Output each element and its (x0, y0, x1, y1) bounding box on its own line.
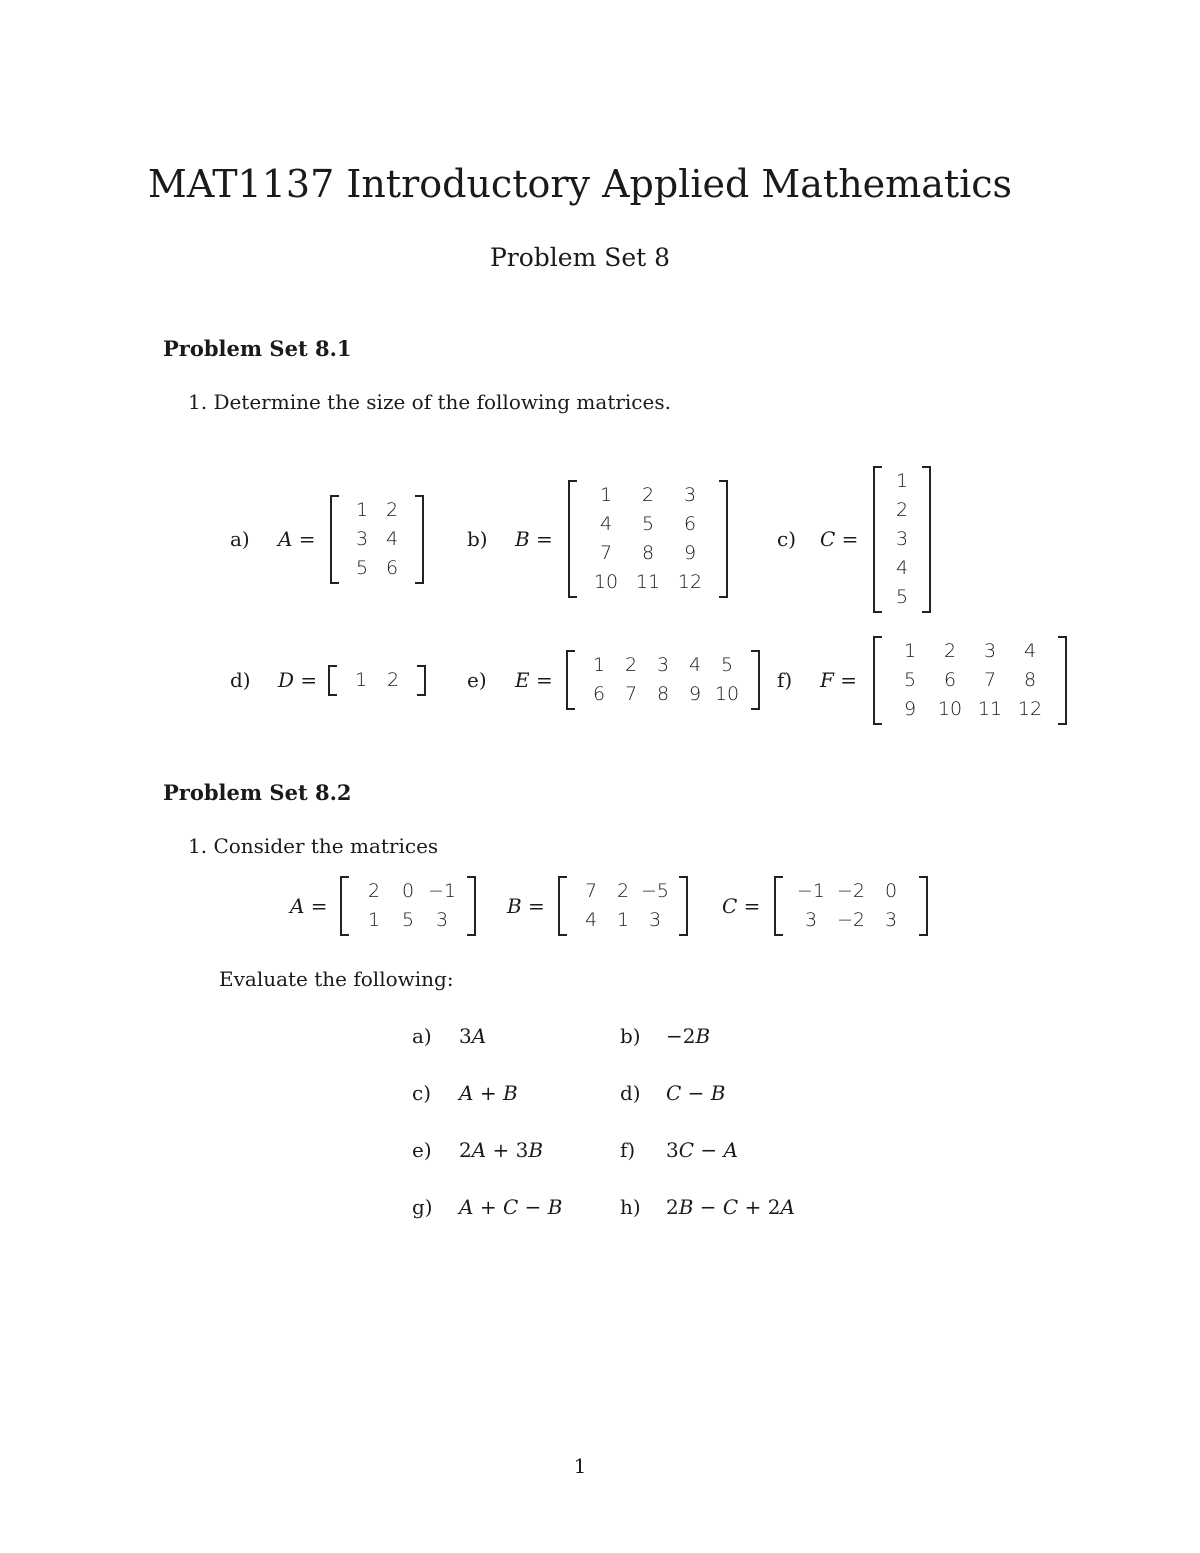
exercise-expression-f: 3C − A (666, 1138, 738, 1162)
matrix-entry: 3 (804, 909, 818, 931)
matrix-entry: 1 (599, 484, 613, 506)
matrix-entry: 9 (683, 542, 697, 564)
item-label-e: e) (467, 668, 487, 692)
given-matrix-c-left-bracket (774, 876, 783, 936)
matrix-entry: 2 (943, 639, 957, 662)
matrix-entry: −2 (836, 909, 865, 931)
matrix-a (330, 495, 424, 584)
matrix-entry: 0 (401, 880, 415, 902)
matrix-symbol: C (666, 1081, 682, 1105)
matrix-c-left-bracket (873, 466, 882, 613)
matrix-symbol: C (502, 1195, 519, 1219)
matrix-entry: 12 (677, 571, 703, 593)
matrix-entry: 3 (435, 909, 449, 931)
matrix-entry: 7 (983, 668, 997, 691)
exercise-label-a: a) (412, 1024, 432, 1048)
matrix-entry: 1 (355, 498, 369, 521)
matrix-b-left-bracket (568, 480, 577, 598)
matrix-entry: 2 (386, 668, 400, 691)
matrix-entry: 4 (599, 513, 613, 535)
given-matrix-b-name: B = (507, 894, 545, 918)
matrix-entry: 2 (385, 498, 399, 521)
matrix-symbol: B (710, 1081, 726, 1105)
matrix-name-a: A = (278, 527, 316, 551)
item-label-d: d) (230, 668, 251, 692)
matrix-entry: 3 (683, 484, 697, 506)
matrix-entry: 9 (688, 683, 702, 705)
matrix-b (568, 480, 728, 598)
question-8-1: 1. Determine the size of the following matrices. (188, 390, 671, 414)
matrix-entry: 10 (714, 683, 740, 705)
exercise-expression-b: −2B (666, 1024, 711, 1048)
exercise-expression-c: A + B (459, 1081, 518, 1105)
matrix-entry: 4 (688, 654, 702, 676)
matrix-symbol: A (459, 1081, 474, 1105)
exercise-label-d: d) (620, 1081, 641, 1105)
matrix-entry: 4 (895, 556, 909, 579)
matrix-entry: 2 (895, 498, 909, 521)
matrix-d (328, 665, 426, 696)
exercise-label-c: c) (412, 1081, 432, 1105)
given-matrix-b (558, 876, 688, 936)
matrix-symbol: B (695, 1024, 711, 1048)
matrix-a-left-bracket (330, 495, 339, 584)
matrix-c-cells (882, 466, 922, 613)
matrix-symbol: C (722, 1195, 739, 1219)
matrix-entry: 5 (641, 513, 655, 535)
matrix-symbol: B (502, 1081, 518, 1105)
matrix-name-f: F = (820, 668, 857, 692)
matrix-entry: 3 (355, 527, 369, 550)
exercise-expression-g: A + C − B (459, 1195, 563, 1219)
matrix-entry: 5 (895, 585, 909, 608)
matrix-entry: 7 (624, 683, 638, 705)
matrix-f-left-bracket (873, 636, 882, 725)
matrix-e-cells (575, 650, 751, 710)
question-8-2: 1. Consider the matrices (188, 834, 439, 858)
matrix-symbol: B (678, 1195, 694, 1219)
matrix-entry: 6 (943, 668, 957, 691)
matrix-entry: 8 (1023, 668, 1037, 691)
matrix-entry: 5 (720, 654, 734, 676)
exercise-label-e: e) (412, 1138, 432, 1162)
item-label-a: a) (230, 527, 250, 551)
matrix-entry: −1 (796, 880, 825, 902)
given-matrix-a-cells (349, 876, 467, 936)
given-matrix-a (340, 876, 476, 936)
matrix-name-b: B = (515, 527, 553, 551)
document-title: MAT1137 Introductory Applied Mathematics (147, 162, 1013, 206)
matrix-entry: 2 (641, 484, 655, 506)
item-label-f: f) (777, 668, 793, 692)
matrix-f-cells (882, 636, 1058, 725)
matrix-entry: 6 (592, 683, 606, 705)
matrix-b-cells (577, 480, 719, 598)
evaluate-instruction: Evaluate the following: (219, 967, 454, 991)
given-matrix-a-right-bracket (467, 876, 476, 936)
matrix-c-right-bracket (922, 466, 931, 613)
page-number: 1 (573, 1454, 587, 1478)
matrix-entry: 3 (884, 909, 898, 931)
matrix-entry: 3 (895, 527, 909, 550)
given-matrix-c (774, 876, 928, 936)
matrix-entry: 5 (355, 556, 369, 579)
matrix-e (566, 650, 760, 710)
exercise-label-g: g) (412, 1195, 433, 1219)
matrix-d-cells (337, 665, 417, 696)
matrix-e-right-bracket (751, 650, 760, 710)
matrix-symbol: B (528, 1138, 544, 1162)
matrix-entry: 12 (1017, 697, 1043, 720)
exercise-expression-h: 2B − C + 2A (666, 1195, 795, 1219)
matrix-entry: −1 (427, 880, 456, 902)
document-subtitle: Problem Set 8 (489, 243, 671, 272)
exercise-label-f: f) (620, 1138, 636, 1162)
matrix-name-e: E = (515, 668, 553, 692)
exercise-expression-e: 2A + 3B (459, 1138, 544, 1162)
matrix-name-d: D = (278, 668, 318, 692)
matrix-entry: 10 (937, 697, 963, 720)
given-matrix-a-name: A = (290, 894, 328, 918)
matrix-entry: −2 (836, 880, 865, 902)
exercise-label-h: h) (620, 1195, 641, 1219)
matrix-c (873, 466, 931, 613)
matrix-entry: 11 (977, 697, 1003, 720)
matrix-f-right-bracket (1058, 636, 1067, 725)
matrix-entry: 1 (354, 668, 368, 691)
matrix-entry: 0 (884, 880, 898, 902)
matrix-entry: 9 (903, 697, 917, 720)
matrix-symbol: C (678, 1138, 695, 1162)
matrix-entry: 1 (367, 909, 381, 931)
given-matrix-a-left-bracket (340, 876, 349, 936)
matrix-entry: 1 (616, 909, 630, 931)
matrix-symbol: A (471, 1138, 487, 1162)
item-label-c: c) (777, 527, 797, 551)
matrix-entry: 8 (641, 542, 655, 564)
matrix-entry: 2 (616, 880, 630, 902)
matrix-entry: 8 (656, 683, 670, 705)
matrix-d-left-bracket (328, 665, 337, 696)
given-matrix-c-cells (783, 876, 919, 936)
matrix-entry: 2 (624, 654, 638, 676)
matrix-symbol: A (459, 1195, 474, 1219)
matrix-entry: 3 (656, 654, 670, 676)
section-heading-8-2: Problem Set 8.2 (163, 780, 352, 805)
matrix-symbol: A (780, 1195, 795, 1219)
matrix-d-right-bracket (417, 665, 426, 696)
matrix-entry: 7 (584, 880, 598, 902)
matrix-entry: 5 (401, 909, 415, 931)
given-matrix-b-left-bracket (558, 876, 567, 936)
matrix-entry: 6 (385, 556, 399, 579)
matrix-entry: 1 (592, 654, 606, 676)
matrix-symbol: A (471, 1024, 487, 1048)
item-label-b: b) (467, 527, 488, 551)
matrix-a-cells (339, 495, 415, 584)
matrix-entry: 3 (648, 909, 662, 931)
matrix-entry: 1 (895, 469, 909, 492)
matrix-name-c: C = (820, 527, 859, 551)
matrix-entry: 4 (584, 909, 598, 931)
matrix-entry: 4 (1023, 639, 1037, 662)
matrix-symbol: A (723, 1138, 738, 1162)
section-heading-8-1: Problem Set 8.1 (163, 336, 352, 361)
matrix-symbol: B (547, 1195, 563, 1219)
matrix-entry: 11 (635, 571, 661, 593)
matrix-entry: 2 (367, 880, 381, 902)
matrix-entry: −5 (640, 880, 669, 902)
given-matrix-b-right-bracket (679, 876, 688, 936)
exercise-expression-d: C − B (666, 1081, 726, 1105)
given-matrix-c-right-bracket (919, 876, 928, 936)
exercise-label-b: b) (620, 1024, 641, 1048)
matrix-b-right-bracket (719, 480, 728, 598)
matrix-entry: 1 (903, 639, 917, 662)
given-matrix-c-name: C = (722, 894, 761, 918)
matrix-entry: 6 (683, 513, 697, 535)
matrix-entry: 10 (593, 571, 619, 593)
matrix-entry: 3 (983, 639, 997, 662)
exercise-expression-a: 3A (459, 1024, 487, 1048)
matrix-f (873, 636, 1067, 725)
matrix-entry: 4 (385, 527, 399, 550)
matrix-a-right-bracket (415, 495, 424, 584)
matrix-e-left-bracket (566, 650, 575, 710)
matrix-entry: 5 (903, 668, 917, 691)
given-matrix-b-cells (567, 876, 679, 936)
matrix-entry: 7 (599, 542, 613, 564)
